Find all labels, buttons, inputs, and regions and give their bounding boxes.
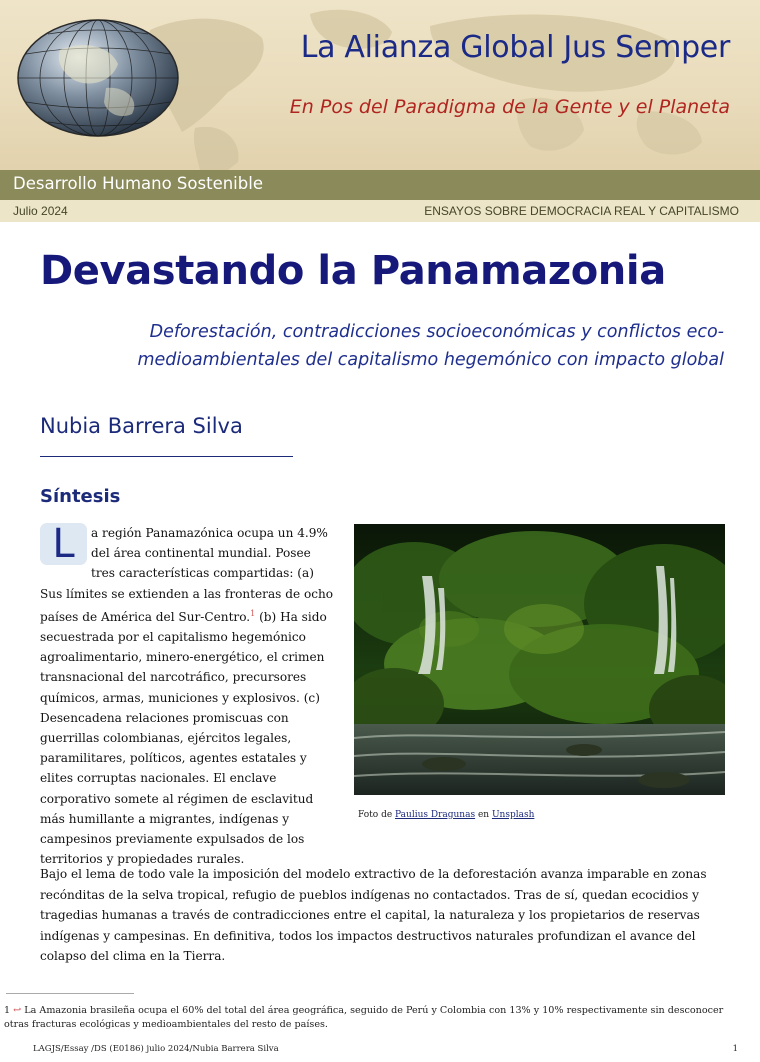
rainforest-photo [354,524,725,795]
section-bar [0,170,760,200]
footnote-back-arrow-icon[interactable]: ↩ [13,1005,22,1016]
rainforest-waterfall-image [354,524,725,795]
organization-title: La Alianza Global Jus Semper [300,30,730,65]
footnote-number: 1 [4,1005,11,1016]
page-number: 1 [732,1044,738,1054]
author-divider [40,456,293,457]
footnote-divider [6,993,134,994]
abstract-text-part-2: (b) Ha sido secuestrada por el capitalismo hegemónico agroalimentario, minero-energético, el crimen transnacional del narcotráfico, precursores químicos, armas, municiones y explosivos. (c) Desencadena relaciones promiscuas con guerrillas colombianas, ejércitos legales, paramilitares, políticos, agentes estatales y elites corruptas nacionales. El enclave corporativo somete al régimen de esclavitud más humillante a migrantes, indígenas y campesinos previamente expulsados de los territorios y propiedades rurales. [40,609,327,867]
photo-credit-mid: en [475,810,492,820]
article-subtitle: Deforestación, contradicciones socioeconómicas y conflictos eco-medioambientales del capitalismo hegemónico con impacto global [137,322,724,370]
drop-cap: L [40,523,87,565]
organization-tagline: En Pos del Paradigma de la Gente y el Planeta [289,96,730,118]
issue-date: Julio 2024 [13,204,68,218]
section-name: Desarrollo Humano Sostenible [13,174,263,193]
issue-bar [0,200,760,222]
unsplash-link[interactable]: Unsplash [491,810,535,820]
photographer-link[interactable]: Paulius Dragunas [395,810,476,820]
abstract-paragraph [40,523,338,869]
article-title: Devastando la Panamazonia [40,248,666,294]
photo-credit-prefix: Foto de [358,810,396,820]
footer-document-id: LAGJS/Essay /DS (E0186) julio 2024/Nubia Barrera Silva [33,1044,279,1054]
body-paragraph: Bajo el lema de todo vale la imposición del modelo extractivo de la deforestación avanza imparable en zonas recónditas de la selva tropical, refugio de pueblos indígenas no contactados. Tras de sí, quedan ecocidios y tragedias humanas a través de contradicciones entre el capital, la naturaleza y los propietarios de reservas indígenas y campesinas. En definitiva, todos los impactos destructivos naturales profundizan el avance del colapso del clima en la Tierra. [40,867,707,963]
globe-logo-icon [14,16,182,144]
footnote-reference-link[interactable]: 1 [250,608,256,618]
footnote-text: La Amazonia brasileña ocupa el 60% del total del área geográfica, seguido de Perú y Colombia con 13% y 10% respectivamente sin desconocer otras fracturas ecológicas y medioambientales del resto de países. [4,1005,724,1030]
header-banner [0,0,760,170]
synthesis-heading: Síntesis [40,486,121,507]
footnote [4,1004,749,1032]
abstract-text-part-1: a región Panamazónica ocupa un 4.9% del área continental mundial. Posee tres características compartidas: (a) Sus límites se extienden a las fronteras de ocho países de América del Sur-Centro. [40,526,334,624]
author-name: Nubia Barrera Silva [40,414,243,438]
series-name: ENSAYOS SOBRE DEMOCRACIA REAL Y CAPITALISMO [424,204,739,218]
photo-credit [358,810,534,820]
